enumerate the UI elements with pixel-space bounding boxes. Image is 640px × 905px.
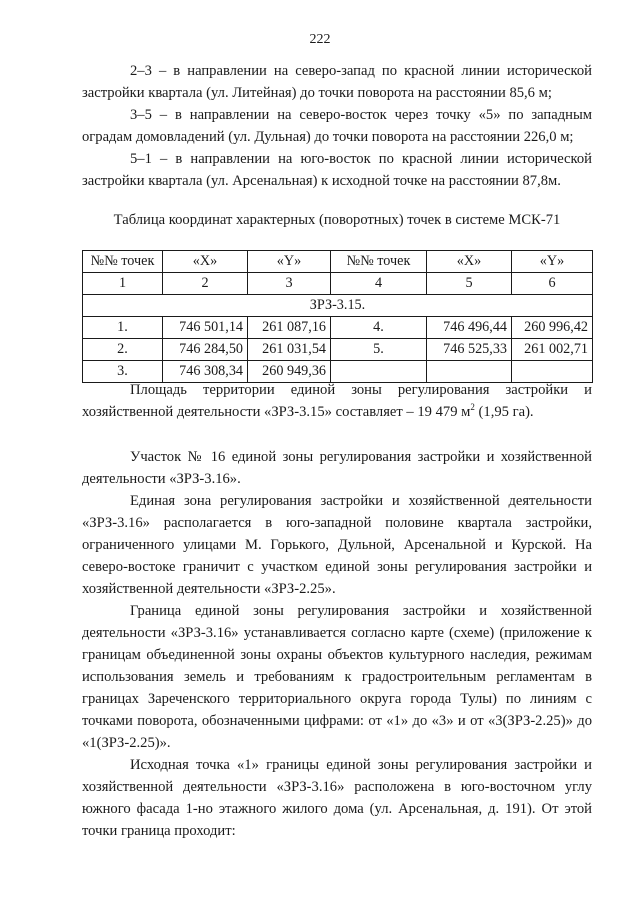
area-section <box>82 379 592 423</box>
table-caption: Таблица координат характерных (поворотных) точек в системе МСК-71 <box>113 212 561 228</box>
header-cell: «X» <box>427 251 512 273</box>
area-text-before: Площадь территории единой зоны регулирования застройки и хозяйственной деятельности «ЗРЗ-3.15» составляет – 19 479 м <box>82 382 592 420</box>
y-coordinate-cell: 260 949,36 <box>248 361 331 383</box>
table-row <box>83 339 593 361</box>
header-cell: «Y» <box>512 251 593 273</box>
point-number-cell: 4. <box>331 317 427 339</box>
point-number-cell: 1. <box>83 317 163 339</box>
area-paragraph <box>82 379 592 423</box>
column-number-cell: 4 <box>331 273 427 295</box>
column-number-row <box>83 273 593 295</box>
x-coordinate-cell: 746 284,50 <box>163 339 248 361</box>
area-text-after: (1,95 га). <box>474 404 534 420</box>
paragraph-boundary-5-1: 5–1 – в направлении на юго-восток по красной линии исторической застройки квартала (ул. Арсенальная) к исходной точке на расстоянии 87,8м. <box>82 151 592 189</box>
point-number-cell: 3. <box>83 361 163 383</box>
origin-point-paragraph: Исходная точка «1» границы единой зоны регулирования застройки и хозяйственной деятельности «ЗРЗ-3.16» расположена в юго-восточном углу южного фасада 1-но этажного жилого дома (ул. Арсенальная, д. 191). От этой точки граница проходит: <box>82 757 592 839</box>
x-coordinate-cell: 746 496,44 <box>427 317 512 339</box>
y-coordinate-cell: 261 031,54 <box>248 339 331 361</box>
y-coordinate-cell: 260 996,42 <box>512 317 593 339</box>
point-number-cell: 5. <box>331 339 427 361</box>
column-number-cell: 1 <box>83 273 163 295</box>
column-number-cell: 3 <box>248 273 331 295</box>
intro-section <box>82 60 592 192</box>
header-cell: №№ точек <box>331 251 427 273</box>
x-coordinate-cell: 746 308,34 <box>163 361 248 383</box>
column-number-cell: 5 <box>427 273 512 295</box>
paragraph-boundary-2-3: 2–3 – в направлении на северо-запад по красной линии исторической застройки квартала (ул. Литейная) до точки поворота на расстоянии 85,6 м; <box>82 63 592 101</box>
boundary-paragraph: Граница единой зоны регулирования застройки и хозяйственной деятельности «ЗРЗ-3.16» устанавливается согласно карте (схеме) (приложение к границам объединенной зоны охраны объектов культурного наследия, режимам использования земель и требованиям к градостроительным регламентам в границах Зареченского территориального округа города Тулы) по линиям с точками поворота, обозначенными цифрами: от «1» до «3» и от «3(ЗРЗ-2.25)» до «1(ЗРЗ-2.25)». <box>82 603 592 751</box>
table-row <box>83 317 593 339</box>
y-coordinate-cell: 261 087,16 <box>248 317 331 339</box>
section-heading-paragraph: Участок № 16 единой зоны регулирования застройки и хозяйственной деятельности «ЗРЗ-3.16». <box>82 449 592 487</box>
y-coordinate-cell: 261 002,71 <box>512 339 593 361</box>
section-16 <box>82 446 592 842</box>
page-number: 222 <box>309 32 331 47</box>
column-number-cell: 6 <box>512 273 593 295</box>
header-cell: «Y» <box>248 251 331 273</box>
column-number-cell: 2 <box>163 273 248 295</box>
header-cell: №№ точек <box>83 251 163 273</box>
x-coordinate-cell: 746 501,14 <box>163 317 248 339</box>
location-paragraph: Единая зона регулирования застройки и хозяйственной деятельности «ЗРЗ-3.16» располагается в юго-западной половине квартала застройки, ограниченного улицами М. Горького, Дульной, Арсенальной и Курской. На северо-востоке граничит с участком единой зоны регулирования застройки и хозяйственной деятельности «ЗРЗ-2.25». <box>82 493 592 597</box>
area-superscript: 2 <box>470 402 475 413</box>
paragraph-boundary-3-5: 3–5 – в направлении на северо-восток через точку «5» по западным оградам домовладений (ул. Дульная) до точки поворота на расстоянии 226,0 м; <box>82 107 592 145</box>
x-coordinate-cell: 746 525,33 <box>427 339 512 361</box>
point-number-cell: 2. <box>83 339 163 361</box>
table-header-row <box>83 251 593 273</box>
zone-label-cell: ЗРЗ-3.15. <box>83 295 593 317</box>
header-cell: «X» <box>163 251 248 273</box>
coordinates-table <box>82 250 593 383</box>
zone-label-row <box>83 295 593 317</box>
